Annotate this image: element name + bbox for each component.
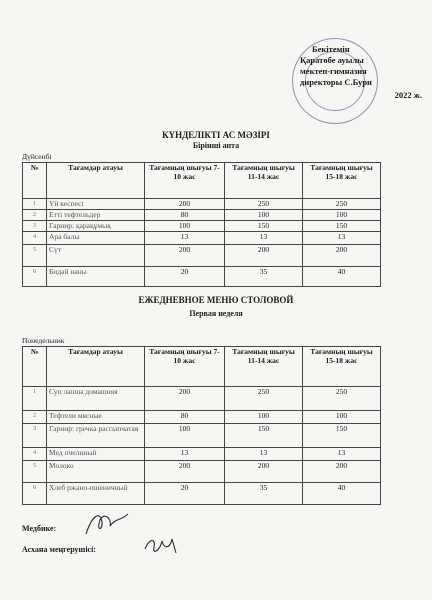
ru-portion-7-10: 200 (145, 461, 225, 483)
kz-table-row (23, 221, 381, 232)
kz-portion-7-10: 200 (145, 245, 225, 267)
cook-signature-label: Асхана меңгерушісі: (22, 545, 96, 554)
ru-table-row (23, 448, 381, 461)
kz-table-row (23, 245, 381, 267)
ru-portion-7-10: 20 (145, 483, 225, 505)
ru-dish-name: Тефтели мясные (47, 411, 145, 424)
nurse-signature (82, 508, 134, 538)
ru-header-dish: Тағамдар атауы (47, 347, 145, 387)
approval-line-2: Қаратөбе ауылы (300, 55, 364, 65)
kz-dish-name: Үй кеспесі (47, 199, 145, 210)
kz-portion-7-10: 100 (145, 221, 225, 232)
kz-row-number: 6 (23, 267, 47, 287)
kz-portion-7-10: 80 (145, 210, 225, 221)
ru-portion-7-10: 80 (145, 411, 225, 424)
kz-portion-11-14: 250 (225, 199, 303, 210)
kz-header-age-7-10: Тағамның шығуы 7-10 жас (145, 163, 225, 199)
ru-dish-name: Суп лапша домашняя (47, 387, 145, 411)
kz-menu-table (22, 162, 381, 287)
kz-portion-11-14: 150 (225, 221, 303, 232)
ru-table-row (23, 424, 381, 448)
ru-row-number: 4 (23, 448, 47, 461)
ru-portion-11-14: 100 (225, 411, 303, 424)
ru-portion-15-18: 200 (303, 461, 381, 483)
ru-header-number: № (23, 347, 47, 387)
kz-table-row (23, 199, 381, 210)
kz-header-number: № (23, 163, 47, 199)
ru-row-number: 2 (23, 411, 47, 424)
ru-day-label: Понедельник (22, 336, 65, 345)
kz-table-row (23, 232, 381, 245)
ru-portion-15-18: 150 (303, 424, 381, 448)
ru-portion-7-10: 13 (145, 448, 225, 461)
approval-line-3: мектеп-гимназия (300, 66, 367, 76)
kz-dish-name: Гарнир: қарақұмық (47, 221, 145, 232)
ru-dish-name: Гарнир: гречка рассыпчатая (47, 424, 145, 448)
ru-table-row (23, 483, 381, 505)
nurse-signature-label: Медбике: (22, 524, 57, 533)
kz-row-number: 1 (23, 199, 47, 210)
kz-portion-15-18: 250 (303, 199, 381, 210)
kz-portion-15-18: 13 (303, 232, 381, 245)
ru-portion-11-14: 13 (225, 448, 303, 461)
ru-header-age-7-10: Тағамның шығуы 7-10 жас (145, 347, 225, 387)
ru-portion-15-18: 100 (303, 411, 381, 424)
ru-portion-11-14: 250 (225, 387, 303, 411)
kz-menu-title: КҮНДЕЛІКТІ АС МӘЗІРІ (162, 130, 270, 140)
kz-portion-11-14: 200 (225, 245, 303, 267)
kz-row-number: 2 (23, 210, 47, 221)
kz-header-age-11-14: Тағамның шығуы 11-14 жас (225, 163, 303, 199)
kz-portion-11-14: 35 (225, 267, 303, 287)
ru-dish-name: Хлеб ржано-пшеничный (47, 483, 145, 505)
ru-table-row (23, 411, 381, 424)
kz-header-dish: Тағамдар атауы (47, 163, 145, 199)
ru-portion-15-18: 40 (303, 483, 381, 505)
kz-portion-15-18: 100 (303, 210, 381, 221)
kz-portion-7-10: 200 (145, 199, 225, 210)
ru-menu-title: ЕЖЕДНЕВНОЕ МЕНЮ СТОЛОВОЙ (138, 295, 294, 305)
kz-portion-7-10: 13 (145, 232, 225, 245)
ru-week-label: Первая неделя (189, 309, 243, 318)
ru-row-number: 3 (23, 424, 47, 448)
ru-header-age-15-18: Тағамның шығуы 15-18 жас (303, 347, 381, 387)
approval-date: 2022 ж. (394, 90, 422, 100)
ru-dish-name: Мед пчелиный (47, 448, 145, 461)
kz-row-number: 4 (23, 232, 47, 245)
ru-row-number: 5 (23, 461, 47, 483)
kz-header-age-15-18: Тағамның шығуы 15-18 жас (303, 163, 381, 199)
kz-dish-name: Ара балы (47, 232, 145, 245)
ru-row-number: 6 (23, 483, 47, 505)
ru-portion-15-18: 250 (303, 387, 381, 411)
kz-portion-11-14: 100 (225, 210, 303, 221)
approval-line-4: директоры С.Бури (300, 77, 372, 87)
ru-table-row (23, 387, 381, 411)
ru-portion-15-18: 13 (303, 448, 381, 461)
ru-row-number: 1 (23, 387, 47, 411)
kz-portion-11-14: 13 (225, 232, 303, 245)
kz-row-number: 3 (23, 221, 47, 232)
kz-portion-15-18: 40 (303, 267, 381, 287)
kz-table-row (23, 210, 381, 221)
kz-day-label: Дүйсенбі (22, 152, 52, 161)
ru-portion-11-14: 35 (225, 483, 303, 505)
approval-block (300, 44, 430, 101)
ru-dish-name: Молоко (47, 461, 145, 483)
kz-dish-name: Бидай наны (47, 267, 145, 287)
ru-portion-7-10: 200 (145, 387, 225, 411)
kz-table-row (23, 267, 381, 287)
cook-signature (142, 533, 182, 557)
ru-portion-11-14: 200 (225, 461, 303, 483)
ru-table-row (23, 461, 381, 483)
kz-week-label: Бірінші апта (192, 141, 240, 150)
ru-portion-11-14: 150 (225, 424, 303, 448)
kz-portion-15-18: 150 (303, 221, 381, 232)
kz-portion-7-10: 20 (145, 267, 225, 287)
ru-menu-table (22, 346, 381, 505)
kz-dish-name: Етті тефтельдер (47, 210, 145, 221)
kz-dish-name: Сүт (47, 245, 145, 267)
kz-row-number: 5 (23, 245, 47, 267)
kz-portion-15-18: 200 (303, 245, 381, 267)
ru-portion-7-10: 100 (145, 424, 225, 448)
ru-header-age-11-14: Тағамның шығуы 11-14 жас (225, 347, 303, 387)
approval-line-1: Бекітемін (312, 44, 350, 54)
